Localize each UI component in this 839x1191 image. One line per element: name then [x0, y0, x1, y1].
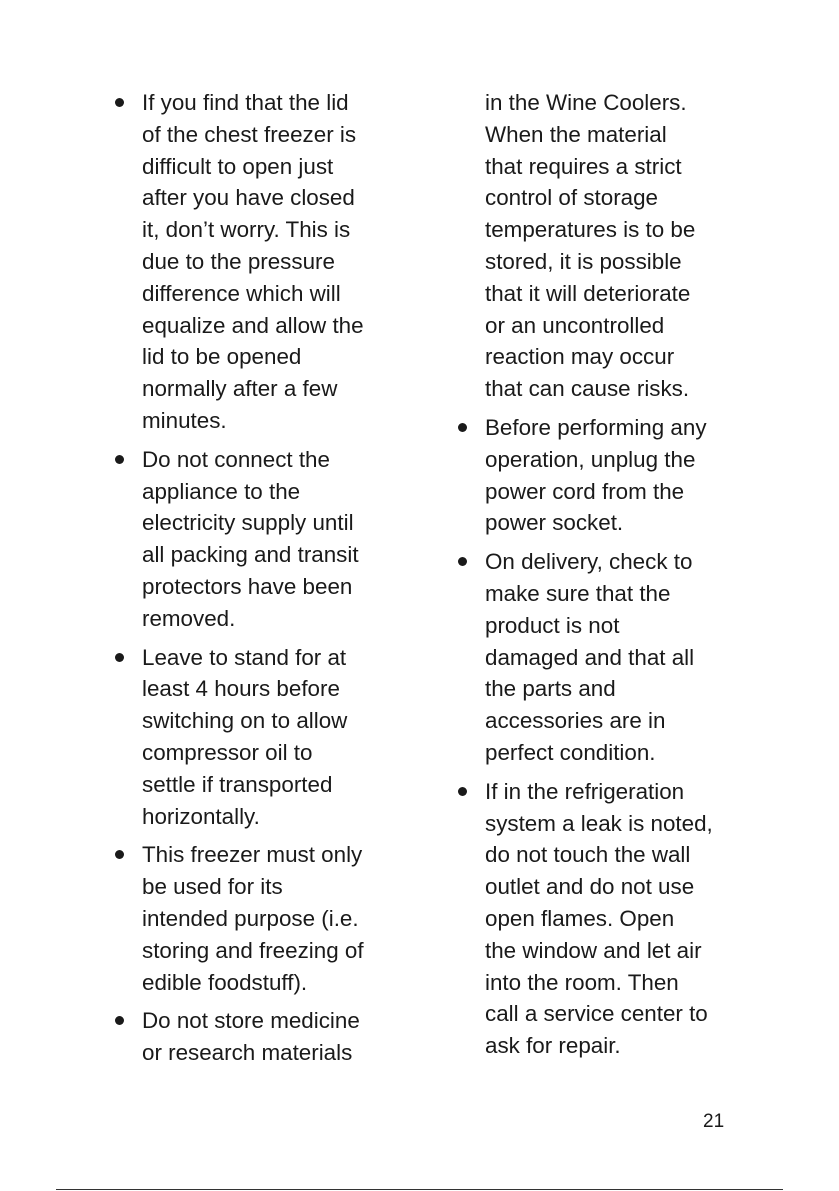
- bullet-item: If you find that the lid of the chest freezer is difficult to open just after you have closed it, don’t worry. This is due to the pressure difference which will equalize and allow the lid to be opened normally after a few minutes.: [112, 87, 402, 437]
- footer-divider: [56, 1189, 783, 1190]
- bullet-item: On delivery, check to make sure that the product is not damaged and that all the parts and accessories are in perfect condition.: [455, 546, 745, 769]
- page-number: 21: [703, 1111, 725, 1132]
- right-column: [455, 87, 745, 1069]
- bullet-item: Do not connect the appliance to the electricity supply until all packing and transit protectors have been removed.: [112, 444, 402, 635]
- bullet-item: Leave to stand for at least 4 hours before switching on to allow compressor oil to settle if transported horizontally.: [112, 642, 402, 833]
- bullet-item: Before performing any operation, unplug the power cord from the power socket.: [455, 412, 745, 539]
- bullet-item: If in the refrigeration system a leak is noted, do not touch the wall outlet and do not use open flames. Open the window and let air into the room. Then call a service center to ask for repair.: [455, 776, 745, 1062]
- continued-paragraph: in the Wine Coolers. When the material that requires a strict control of storage temperatures is to be stored, it is possible that it will deteriorate or an uncontrolled reaction may occur that can cause risks.: [485, 90, 696, 402]
- bullet-item: Do not store medicine or research materials: [112, 1005, 402, 1069]
- left-column: [112, 87, 402, 1076]
- bullet-item: This freezer must only be used for its intended purpose (i.e. storing and freezing of edible foodstuff).: [112, 839, 402, 998]
